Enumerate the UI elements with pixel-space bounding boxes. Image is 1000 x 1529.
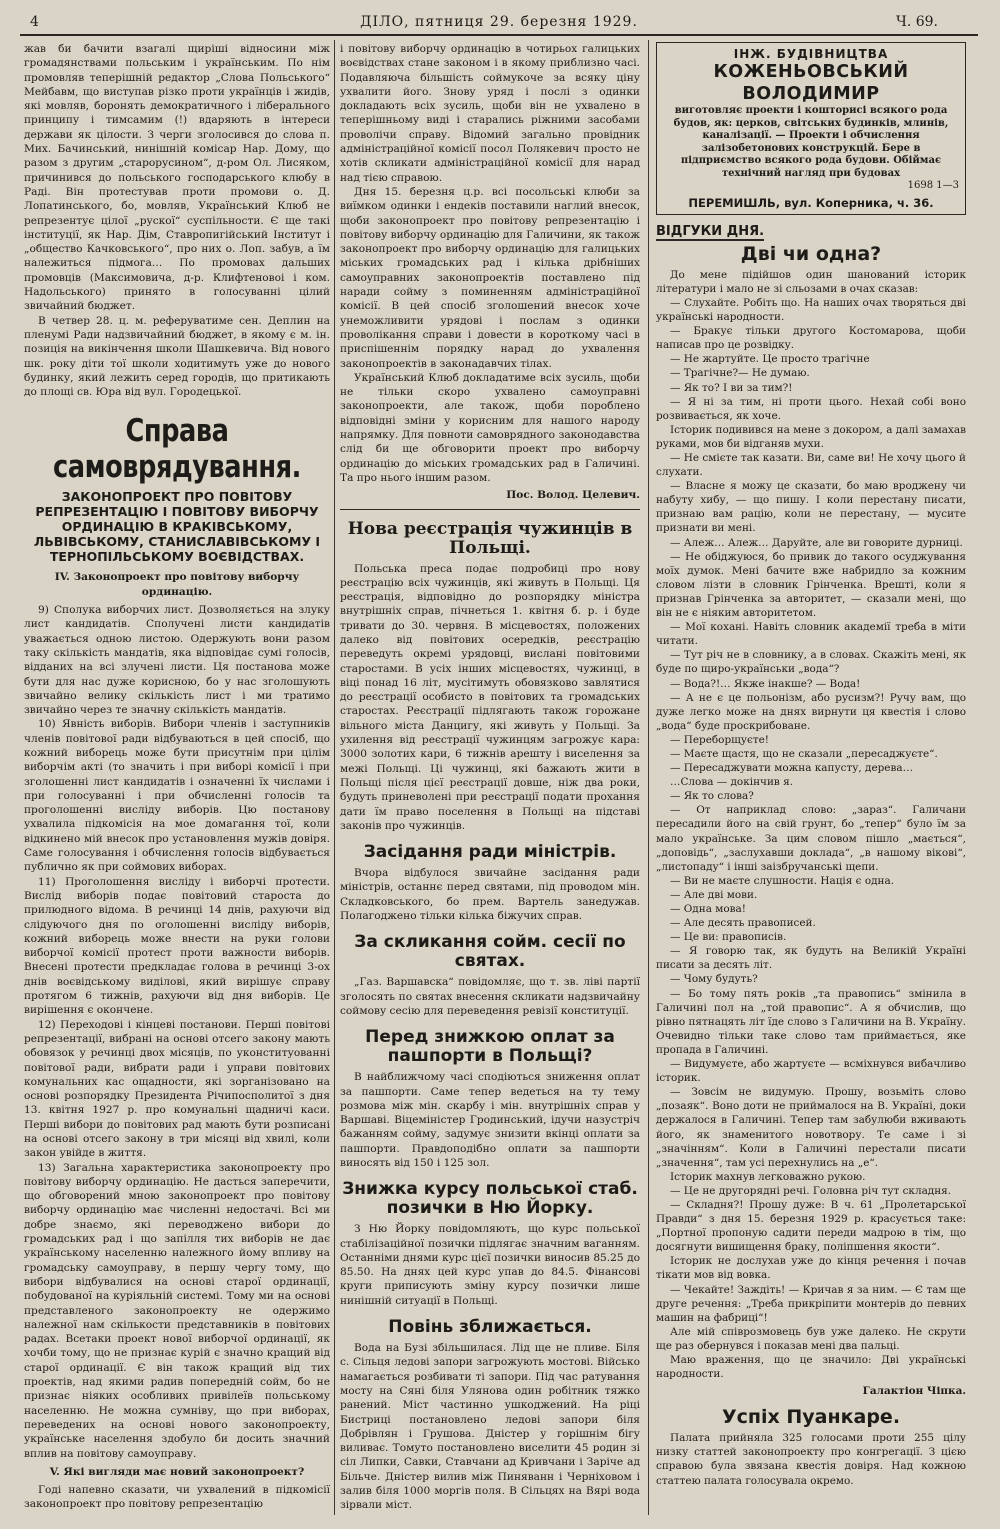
column-divider	[648, 40, 649, 1515]
dialogue-paragraph: — Трагічне?— Не думаю.	[670, 367, 810, 380]
dialogue-paragraph: …Слова — докінчив я.	[670, 776, 793, 789]
dialogue-paragraph: — Маєте щастя, що не сказали „пересаджуєте“.	[670, 747, 938, 760]
dialogue-paragraph: — Зовсім не видумую. Прошу, возьміть слово „позаяк“. Воно доти не приймалося на В. Україні, доки держалося в Галичині. Тепер там забулюби вживають його, як знаменитого новотвору. Те саме і зі „значінням“. Коли в Галичині перестали писати „значення“, там усі перехнулись на „е“.	[656, 1086, 966, 1169]
article-paragraph: 11) Проголошення висліду і виборчі протести. Вислід виборів подає повітовий староста до прилюдного відома. В речинці 14 днів, рахуючи від слідуючого дня по оголошенні висліду виборів, кожний виборець може внести на руки голови виборчої комісії протест проти важности виборів. Внесені протести предкладає голова в речинці 3-ох днів воєвідському виділові, який вирішує справу протягом 6 тижнів, рахуючи від дня виборів. Це вирішення є окончене.	[24, 875, 330, 1017]
article-text: жав би бачити взагалі щиріші відносини між громадянствами польським і українським. По нім промовляв теперішній редактор „Слова Польського“ Мейбавм, що виступав різко проти українців і жидів, які мовляв, боронять демократичного і ліберального принципу і тимсамим (!) вдаряють в інтереси держави як цілости. З черги зголосився до слова п. Мих. Бачинський, нинішній комісар Нар. Дому, що разом з другим „старорусином“, д-ром Ол. Лисяком, причинився до польського господарського клюбу в Раді. Він протестував проти промови о. Д. Лопатинського, бо, мовляв, Український Клюб не репрезентує цілої „рускої“ суспільности. Є ще такі інституції, як Нар. Дім, Ставропигійський Інститут і „общество Качковського“, про них о. Лоп. забув, а їм належиться підмога… По промовах дальших промовців (Максимовича, д-р. Клифтеновоі і ком. Надольського) принято в голосуванні цілий звичайний бюджет.	[24, 43, 330, 313]
dialogue-paragraph: — Пересаджувати можна капусту, дерева…	[670, 762, 914, 775]
dialogue-paragraph: — Тут річ не в словнику, а в словах. Скажіть мені, як буде по щиро-українськи „вода“?	[656, 649, 966, 676]
rubric-heading: ВІДГУКИ ДНЯ.	[656, 225, 764, 241]
dialogue-paragraph: — Це ви: правописів.	[670, 931, 787, 944]
ad-text: виготовляє проекти і кошторисі всякого рода будов, як: церков, світських будинків, млинів, каналізації. — Проекти і обчислення залізобетонових конструкцій. Бере в підприємство всякого рода будови. Обіймає технічний нагляд при будовах	[673, 105, 949, 179]
article-paragraph: і повітову виборчу ординацію в чотирьох галицьких воєвідствах стане законом і в якому приблизно часі. Подавляюча більшість соймукоче за всяку ціну ухвалити його. Знову уряд і послі з одинки докладають всіх зусиль, щоби він не ухвалено в теперішньому виді і старались ріжними засобами проволічи справу. Відомий загально провідник адміністраційної комісії посол Полякевич просто не хотів скликати адміністраційної комісії для нарад над тією справою.	[340, 43, 640, 184]
dialogue-paragraph: Але мій співрозмовець був уже далеко. Не скрути ще раз обернувся і показав мені два пальці.	[656, 1325, 966, 1352]
dialogue-paragraph: — Складня?! Прошу дуже: В ч. 61 „Пролетарської Правди“ з дня 15. березня 1929 р. красується таке: „Портної пропоную садити переди мадрою в тім, що досягнути вишищення браку, поліпшення якости“.	[656, 1198, 966, 1254]
dialogue-paragraph: — Слухайте. Робіть що. На наших очах творяться дві українські народности.	[656, 296, 966, 324]
dialogue-paragraph: — Видумуєте, або жартуєте — всміхнувся вибачливо історик.	[656, 1058, 966, 1085]
article-title: Дві чи одна?	[740, 242, 882, 265]
dialogue-paragraph: Історик махнув легковажно рукою.	[670, 1170, 866, 1183]
dialogue-paragraph: Маю враження, що це значило: Дві українські народности.	[656, 1354, 966, 1381]
dialogue-paragraph: — Вода?!… Якже інакше? — Вода!	[670, 677, 861, 690]
article-paragraph: „Газ. Варшавска“ повідомляє, що т. зв. ліві партії зголосять по святах внесення скликати надзвичайну соймову сесію для переведення ревізії конституції.	[340, 976, 640, 1017]
dialogue-paragraph: — Бо тому пять років „та правопись“ змінила в Галичині пол на „той правопис“. А я обчислив, що рівно пятнацять літ їде слово з Галичини на В. Україну. Очевидно тільки таке слово там приймається, яке пропада в Галичині.	[656, 987, 966, 1056]
column-3	[656, 42, 966, 1488]
dialogue-paragraph: — Але десять правописей.	[670, 917, 816, 930]
article-paragraph: З Ню Йорку повідомляють, що курс польської стабілізаційної позички підлягає значним ваганням. Останніми днями курс цієї позички виносив 85.25 до 85.50. На днях цей курс упав до 84.5. Фінансові круги приписують зміну курсу позички лише нинішній ситуації в Польщі.	[340, 1223, 640, 1307]
page-header	[20, 12, 978, 36]
dialogue-paragraph: — От наприклад слово: „зараз“. Галичани пересадили його на свій грунт, бо „тепер“ було їм за мало українське. За цим словом пішло „мається“, „доповідь“, „заслухавши доклада“, „в нашому вікові“, „листопаду“ і інші заізбручанські щепи.	[656, 804, 966, 873]
dialogue-paragraph: — А не є це польонізм, або русизм?! Ручу вам, що дуже легко може на днях вирнути ця квестія і слово „вода“ буде проскрибоване.	[656, 691, 966, 732]
article-paragraph: В найближчому часі сподіються зниження оплат за пашпорти. Саме тепер ведеться на ту тему розмова між мін. скарбу і мін. внутрішніх справ у Варшаві. Віцеміністер Гродинський, ідучи назустріч бажанням сойму, задумує знизити вкінці оплати за пашпорти. Правдоподібно оплати за пашпорти виносять від 150 і 125 зол.	[340, 1071, 640, 1169]
dialogue-paragraph: — Чому будуть?	[670, 973, 758, 986]
page-number: 4	[30, 14, 39, 30]
article-title: Перед знижкою оплат за пашпорти в Польщі?	[365, 1027, 615, 1067]
author-signature: Галактіон Чіпка.	[862, 1385, 966, 1398]
article-title: Засідання ради міністрів.	[363, 842, 617, 863]
dialogue-paragraph: — Переборщуєте!	[670, 733, 769, 746]
ad-name: КОЖЕНЬОВСЬКИЙ ВОЛОДИМИР	[713, 62, 909, 105]
dialogue-paragraph: — Чекайте! Заждіть! — Кричав я за ним. — Є там ще друге речення: „Треба прикріпити монтерів до певних машин на фабриці“!	[656, 1283, 966, 1324]
dialogue-paragraph: — Алеж… Алеж… Даруйте, але ви говорите дурниці.	[670, 536, 963, 549]
article-paragraph: 10) Явність виборів. Вибори членів і заступників членів повітової ради відбуваються в цей спосіб, що кожний виборець може бути присутнім при цілім виборчім акті (то значить і при виборі комісії і при зголошенні лист кандидатів і означенні їх числами і при голосуванні і при обчисленні голосів та проголошенні висліду виборів. Цю постанову ухвалила підкомісія на мое домагання тої, коли відкинено мій внесок про установлення мужів довіря. Саме голосування і обчислення голосів відбувається публично як при соймових виборах.	[24, 718, 330, 874]
article-paragraph: 9) Сполука виборчих лист. Дозволяється на злуку лист кандидатів. Сполучені листи кандидатів уважається одною листою. Одержують вони разом таку скількість мандатів, яка відповідає сумі голосів, відданих на всі злучені листи. Ця постанова може бути для нас дуже корисною, бо у нас зголошують звичайно велику скількість лист і ми тратимо звичайно через те значну скількість мандатів.	[24, 604, 330, 717]
dialogue-paragraph: — Одна мова!	[670, 903, 746, 915]
ad-address: ПЕРЕМИШЛЬ, вул. Коперника, ч. 36.	[688, 195, 934, 210]
article-title: За скликання сойм. сесії по святах.	[354, 932, 626, 972]
article-text: В четвер 28. ц. м. реферуватиме сен. Деплин на пленумі Ради надзвичайний бюджет, в якому є м. ін. позиція на викінчення школи Шашкевича. Від нового шк. року діти тої школи ходитимуть уже до нового будинку, який лежить серед городів, що притикають до площі св. Юра від вул. Городецької.	[24, 314, 330, 399]
dialogue-paragraph: Історик подивився на мене з докором, а далі замахав руками, мов би відганяв мухи.	[656, 423, 966, 450]
dialogue-paragraph: — Як то слова?	[670, 790, 754, 803]
column-1	[24, 42, 330, 1512]
article-subtitle: ЗАКОНОПРОЕКТ ПРО ПОВІТОВУ РЕПРЕЗЕНТАЦІЮ І ПОВІТОВУ ВИБОРЧУ ОРДИНАЦІЮ В КРАКІВСЬКОМУ, ЛЬВІВСЬКОМУ, СТАНИСЛАВІВСЬКОМУ І ТЕРНОПІЛЬСЬКОМУ ВОЄВІДСТВАХ.	[33, 489, 321, 565]
dialogue-paragraph: — Я говорю так, як будуть на Великій Україні писати за десять літ.	[656, 945, 966, 972]
dialogue-paragraph: — Власне я можу це сказати, бо маю вроджену чи набуту хибу, — що пишу. І коли перестану писати, признаю вам рацію, коли не перестану, — мусите признати ви мені.	[656, 480, 966, 535]
article-paragraph: Польська преса подає подробиці про нову реєстрацію всіх чужинців, які живуть в Польщі. Ця реєстрація, відповідно до розпорядку міністра внутрішніх справ, пічнеться 1. квітня б. р. і буде тривати до 30. червня. В місцевостях, положених далеко від повітових осередків, реєстрацію переведуть окремі урядовці, вислані повітовими старостами. В усіх інших місцевостях, чужинці, в віці понад 16 літ, мусітимуть обовязково завлятися до реєстрації особисто в повітових та громадських старостах. Реєстрації підлягають також горожане вільного міста Данцигу, які живуть у Польщі. За ухилення від реєстрації чужинцям загрожує кара: 3000 золотих кари, 6 тижнів арешту і виселення за межі Польщі. Ці чужинці, які бажають жити в Польщі після цієї реєстрації довше, ніж два роки, будуть приневолені при реєстрації подати прохання дати їм право поселення в Польщі на підставі законів про чужинців.	[340, 562, 640, 832]
ad-code: 1698 1—3	[907, 180, 959, 192]
dialogue-paragraph: — Це не другорядні речі. Головна річ тут складня.	[670, 1184, 952, 1197]
dialogue-paragraph: — Я ні за тим, ні проти цього. Нехай собі воно розвивається, як хоче.	[656, 395, 966, 422]
article-title: Нова реєстрація чужинців в Польщі.	[347, 518, 633, 558]
advertisement	[656, 42, 966, 215]
dialogue-paragraph: До мене підійшов один шанований історик літератури і мало не зі сльозами в очах сказав:	[656, 268, 966, 295]
author-signature: Пос. Волод. Целевич.	[506, 489, 640, 502]
article-paragraph: Вода на Бузі збільшилася. Лід ще не пливе. Біля с. Сільця ледові запори загрожують мостові. Військо намагається розбивати ті запори. Під час ратування мосту на Сяні біля Улянова один робітник тяжко ранений. Міст частинно ушкоджений. На ріці Бистриці постановлено ледові запори біля Добрівлян і Грушова. Дністер у горішнім бігу виливає. Томуто постановлено виселити 45 родин зі сіл Липки, Савки, Ставчани ад Кривчани і Заріче ад Більче. Дністер вилив між Пиняванн і Черніховом і залив біля 1000 моргів поля. В Сільцях на Вярі вода зірвали міст.	[340, 1342, 640, 1512]
dialogue-paragraph: — Не смієте так казати. Ви, саме ви! Не хочу цього й слухати.	[656, 452, 966, 479]
dialogue-paragraph: — Бракує тільки другого Костомарова, щоби написав про це розвідку.	[656, 325, 966, 352]
dialogue-paragraph: Історик не дослухав уже до кінця речення і почав тікати мов від вовка.	[656, 1255, 966, 1282]
article-paragraph: Палата прийняла 325 голосами проти 255 цілу низку статтей законопроекту про конгрегації. З цією справою була звязана квестія довіря. Над кожною статтею палата голосувала окремо.	[656, 1432, 966, 1487]
article-paragraph: 12) Переходові і кінцеві постанови. Перші повітові репрезентації, вибрані на основі отсего закону мають обовязок у речинці двох місяців, по уконституованні повітової ради, вибрати ради і управи повітових комунальних кас ощадности, які зорганізовано на основі розпорядку Президента Річипосполитої з дня 13. квітня 1927 р. про комунальні щадничі каси. Перші вибори до повітових рад мають бути розписані на основі отсего закону в три місяці від хвилі, коли закон увійде в життя.	[24, 1018, 330, 1160]
column-2	[340, 42, 640, 1513]
masthead-date: ДІЛО, пятниця 29. березня 1929.	[360, 14, 638, 30]
issue-number: Ч. 69.	[896, 14, 938, 30]
dialogue-paragraph: — Ви не маєте слушности. Нація є одна.	[670, 874, 895, 887]
article-paragraph: Український Клюб докладатиме всіх зусиль, щоби не тільки скоро ухвалено самоуправні законопроекти, але також, щоби пороблено відповідні зміни у корисним для нашого народу напрямку. Для повноти самоврядного законодавства слід би ще обговорити проект про виборчу ординацію до міських громадських рад в Галичині. Та про нього іншим разом.	[340, 371, 640, 484]
section-heading: V. Які вигляди має новий законопроект?	[49, 1465, 305, 1478]
article-title: Справа самоврядування.	[53, 413, 301, 486]
ad-line: ІНЖ. БУДІВНИЦТВА	[733, 47, 889, 61]
dialogue-paragraph: — Як то? І ви за тим?!	[670, 381, 793, 394]
feuilleton-body	[656, 268, 966, 1381]
dialogue-paragraph: — Мої кохані. Навіть словник академії треба в міти читати.	[656, 621, 966, 648]
divider	[340, 509, 640, 510]
article-paragraph: Вчора відбулося звичайне засідання ради міністрів, останнє перед святами, під проводом мін. Складковського, бо прем. Вартель занедужав. Полагоджено тільки кілька біжучих справ.	[340, 867, 640, 923]
column-divider	[334, 40, 335, 1515]
article-title: Повінь зближається.	[388, 1317, 592, 1338]
article-title: Успіх Пуанкаре.	[721, 1406, 901, 1429]
dialogue-paragraph: — Але дві мови.	[670, 888, 758, 901]
article-paragraph: Годі напевно сказати, чи ухвалений в підкомісії законопроект про повітову репрезентацію	[24, 1484, 330, 1511]
article-paragraph: Дня 15. березня ц.р. всі посольські клюби за виїмком одинки і ендеків поставили наглий внесок, щоби законопроект про повітову репрезентацію і повітову виборчу ординацію для Галичини, як також законопроект про виборчу ординацію для галицьких міських громадських рад і кілька дрібніших самоуправних законопроектів поставлено під наради сойму з поминенням адміністраційної комісії. В цей спосіб зголошений внесок хоче унеможливити урядові і послам з одинки проволікання справи і довести в короткому часі в приспішеннім порядку нарад до ухвалення законопроектів в законадавчих тілах.	[340, 185, 640, 370]
article-title: Знижка курсу польської стаб. позички в Ню Йорку.	[342, 1179, 638, 1219]
dialogue-paragraph: — Не обіджуюся, бо привик до такого осуджування моїх думок. Мені бачите вже набридло за кожним словом лізти в словник Грінченка. Врешті, коли я признав Грінченка за авторитет, — сказали мені, що він не є ніяким авторитетом.	[656, 550, 966, 620]
dialogue-paragraph: — Не жартуйте. Це просто трагічне	[670, 353, 870, 366]
section-heading: IV. Законопроект про повітову виборчу ординацію.	[54, 571, 300, 598]
article-paragraph: 13) Загальна характеристика законопроекту про повітову виборчу ординацію. Не дасться заперечити, що обговорений мною законопроект про повітову виборчу ординацію має численні недостачі. Всі ми добре знаємо, які переводжено вибори до громадських рад і що запілля тих виборів не дає українському населенню належного йому впливу на громадську самоуправу, в першу чергу тому, що вибори відбувалися на основі старої ординації, побудованої на куріяльній системі. Тому ми на основі представленого законопроекту не одержимо належної нам скількости представників в повітових радах. Всетаки проект нової виборчої ординації, як хочби тому, що не признає курій є значно кращий від старої ординації. Є він також кращий від тих проектів, над якими радив попередній сойм, бо не признає ніяких особливих привілеїв польському населенню. Не можна сумніву, що при виборах, переведених на основі нового законопроекту, українське населення здобуло би досить значний вплив на повітову самоуправу.	[24, 1161, 330, 1460]
